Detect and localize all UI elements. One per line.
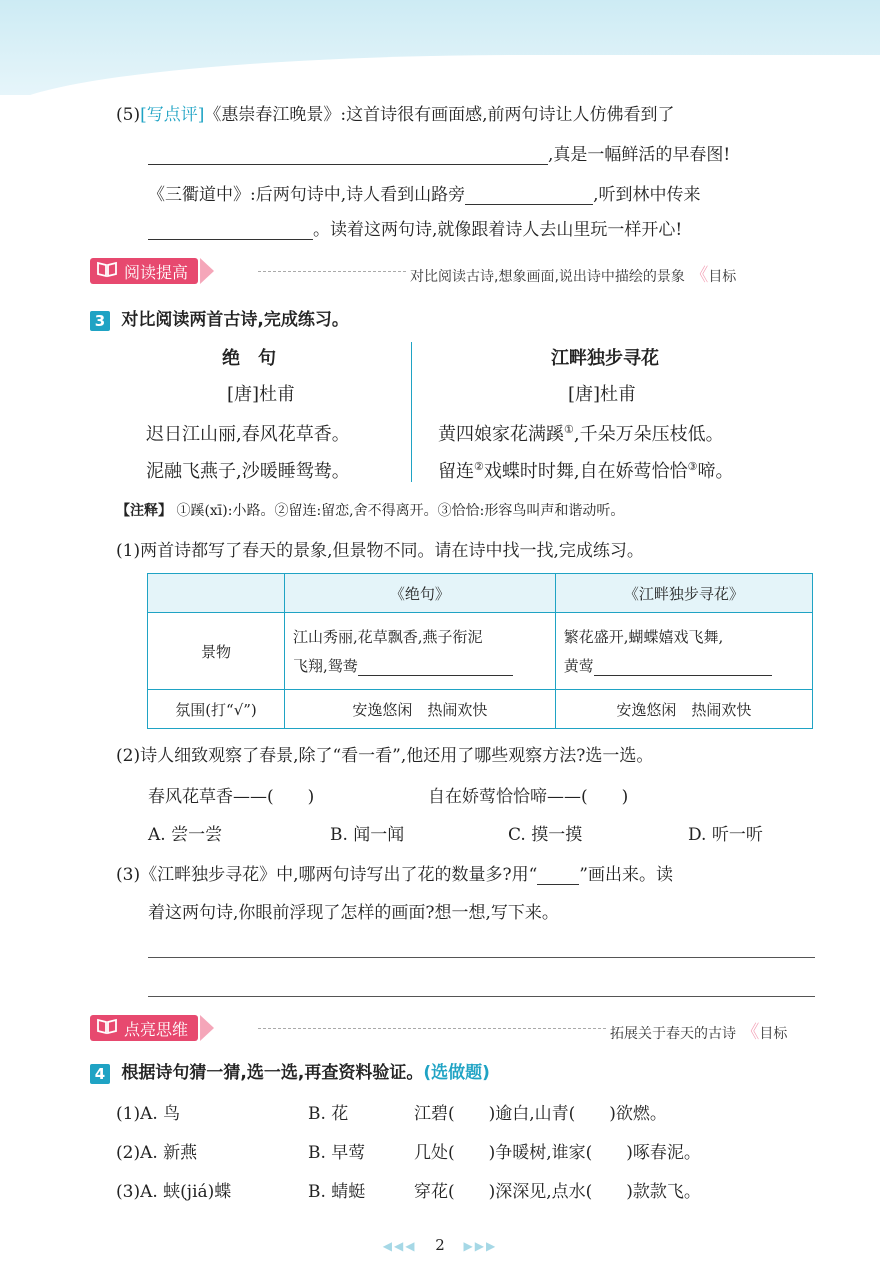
table-cell-poem2-mood[interactable]: 安逸悠闲 热闹欢快 [555, 690, 812, 729]
answer-line-2[interactable] [148, 996, 815, 997]
poem2-scenery-blank[interactable] [594, 659, 772, 677]
book-icon [96, 260, 118, 282]
q3-sub1: (1)两首诗都写了春天的景象,但景物不同。请在诗中找一找,完成练习。 [116, 541, 644, 561]
footnote-2: ② [474, 460, 484, 473]
q5-line3 [148, 180, 701, 205]
q5-blank-2[interactable] [465, 185, 593, 205]
q5-line3-text: 《三衢道中》:后两句诗中,诗人看到山路旁 [148, 185, 466, 205]
page-number: 2 [435, 1236, 445, 1254]
banner-reading-goal-row [410, 261, 736, 287]
banner-thinking-desc: 拓展关于春天的古诗 [610, 1026, 736, 1042]
poem-divider [411, 342, 412, 482]
table-row-scenery [148, 613, 813, 690]
q5-label: (5) [116, 105, 141, 125]
banner-reading-tail [200, 258, 214, 284]
arrows-right-icon: ▶▶▶ [463, 1239, 498, 1253]
notes-label: 【注释】 [116, 503, 172, 519]
footnote-3: ③ [687, 460, 698, 473]
q3-title: 对比阅读两首古诗,完成练习。 [121, 310, 349, 330]
q3-number: 3 [90, 311, 110, 331]
table-cell-poem2-scenery [555, 613, 812, 690]
table-cell-poem1-mood[interactable]: 安逸悠闲 热闹欢快 [285, 690, 556, 729]
banner-reading [90, 258, 214, 284]
banner-reading-dash [258, 271, 406, 272]
page-footer [0, 1236, 880, 1254]
poem2-line2-b: 戏蝶时时舞,自在娇莺恰恰 [483, 461, 688, 482]
q3-sub2-a[interactable]: 春风花草香——( ) [148, 787, 315, 807]
q5-line1 [116, 100, 675, 125]
banner-thinking-dash [258, 1028, 606, 1029]
banner-reading-title: 阅读提高 [124, 262, 189, 282]
poem2-line1-a: 黄四娘家花满蹊 [438, 424, 564, 445]
banner-reading-desc: 对比阅读古诗,想象画面,说出诗中描绘的景象 [410, 269, 685, 285]
q5-line2 [148, 140, 730, 165]
q5-line4 [148, 215, 682, 240]
table-col-poem2: 《江畔独步寻花》 [555, 574, 812, 613]
banner-reading-goal: 目标 [708, 269, 737, 285]
q4-row-1-a: (1)A. 鸟 [116, 1104, 181, 1124]
arrows-left-icon: ◀◀◀ [382, 1239, 417, 1253]
banner-thinking-tail [200, 1015, 214, 1041]
comparison-table [147, 573, 813, 729]
q3-sub3-line2: 着这两句诗,你眼前浮现了怎样的画面?想一想,写下来。 [148, 903, 559, 923]
q4-row-2-verse[interactable]: 几处( )争暖树,谁家( )啄春泥。 [414, 1143, 701, 1163]
q3-sub3-b: ”画出来。读 [579, 865, 673, 885]
poem1-title: 绝 句 [222, 348, 276, 369]
q5-blank-3[interactable] [148, 220, 313, 240]
poem2-title: 江畔独步寻花 [551, 348, 659, 369]
poem1-scenery-line2 [293, 655, 547, 676]
poem2-line2-c: 啼。 [697, 461, 734, 482]
option-a: A. 尝一尝 [148, 825, 223, 845]
table-row-mood [148, 690, 813, 729]
table-header-row [148, 574, 813, 613]
poem2-scenery-line2 [564, 655, 804, 676]
option-d: D. 听一听 [688, 825, 763, 845]
q4-row-1-b: B. 花 [308, 1104, 349, 1124]
poem2-line2 [438, 457, 733, 483]
table-row-mood-label: 氛围(打“√”) [148, 690, 285, 729]
poem2-scenery-line1: 繁花盛开,蝴蝶嬉戏飞舞, [563, 628, 724, 646]
table-cell-poem1-scenery [285, 613, 556, 690]
poem1-scenery-blank[interactable] [358, 659, 513, 677]
answer-line-1[interactable] [148, 957, 815, 958]
poem1-line1: 迟日江山丽,春风花草香。 [146, 424, 350, 445]
table-col-poem1: 《绝句》 [285, 574, 556, 613]
banner-thinking-goal: 目标 [759, 1026, 788, 1042]
q5-line4-text: 。读着这两句诗,就像跟着诗人去山里玩一样开心! [313, 220, 683, 240]
q4-row-2-b: B. 早莺 [308, 1143, 366, 1163]
q4-optional-tag: (选做题) [423, 1063, 490, 1083]
poem2-line1 [438, 420, 724, 446]
underline-sample [537, 865, 579, 885]
banner-reading-box [90, 258, 198, 284]
q4-row-1-verse[interactable]: 江碧( )逾白,山青( )欲燃。 [414, 1104, 667, 1124]
footnote-1: ① [564, 423, 574, 436]
chevron-left-icon: 《 [741, 1022, 760, 1043]
banner-thinking-box [90, 1015, 198, 1041]
book-icon [96, 1017, 118, 1039]
poem2-line1-b: ,千朵万朵压枝低。 [573, 424, 724, 445]
banner-thinking-goal-row [610, 1018, 787, 1044]
poem1-line2: 泥融飞燕子,沙暖睡鸳鸯。 [146, 461, 350, 482]
q5-blank-1[interactable] [148, 145, 548, 165]
table-row-scenery-label: 景物 [148, 613, 285, 690]
banner-thinking [90, 1015, 214, 1041]
poem1-scenery-line2-text: 飞翔,鸳鸯 [293, 657, 358, 675]
poem1-scenery-line1: 江山秀丽,花草飘香,燕子衔泥 [293, 628, 483, 646]
q5-line3-after: ,听到林中传来 [593, 185, 701, 205]
q3-sub3-line1 [116, 860, 673, 885]
chevron-left-icon: 《 [690, 265, 709, 286]
q3-sub2-b[interactable]: 自在娇莺恰恰啼——( ) [428, 787, 629, 807]
q3-heading [90, 305, 349, 331]
banner-thinking-title: 点亮思维 [124, 1019, 189, 1039]
q4-number: 4 [90, 1064, 110, 1084]
q4-row-3-verse[interactable]: 穿花( )深深见,点水( )款款飞。 [414, 1182, 701, 1202]
option-c: C. 摸一摸 [508, 825, 583, 845]
q3-sub3-a: (3)《江畔独步寻花》中,哪两句诗写出了花的数量多?用“ [116, 865, 538, 885]
q4-title: 根据诗句猜一猜,选一选,再查资料验证。 [121, 1063, 424, 1083]
q3-notes [116, 500, 624, 520]
q5-line2-text: ,真是一幅鲜活的早春图! [548, 145, 731, 165]
q5-line1-text: 《惠崇春江晚景》:这首诗很有画面感,前两句诗让人仿佛看到了 [204, 105, 675, 125]
notes-text: ①蹊(xī):小路。②留连:留恋,舍不得离开。③恰恰:形容鸟叫声和谐动听。 [176, 503, 625, 519]
q4-row-2-a: (2)A. 新燕 [116, 1143, 198, 1163]
poem2-scenery-line2-text: 黄莺 [563, 657, 594, 675]
q5-tag: [写点评] [140, 105, 205, 125]
table-corner [148, 574, 285, 613]
option-b: B. 闻一闻 [330, 825, 405, 845]
poem2-author: [唐]杜甫 [568, 384, 637, 405]
q4-row-3-a: (3)A. 蛱(jiá)蝶 [116, 1182, 232, 1202]
q4-heading [90, 1058, 490, 1084]
q4-row-3-b: B. 蜻蜓 [308, 1182, 366, 1202]
poem1-author: [唐]杜甫 [227, 384, 296, 405]
poem2-line2-a: 留连 [438, 461, 474, 482]
q3-sub2: (2)诗人细致观察了春景,除了“看一看”,他还用了哪些观察方法?选一选。 [116, 746, 654, 766]
